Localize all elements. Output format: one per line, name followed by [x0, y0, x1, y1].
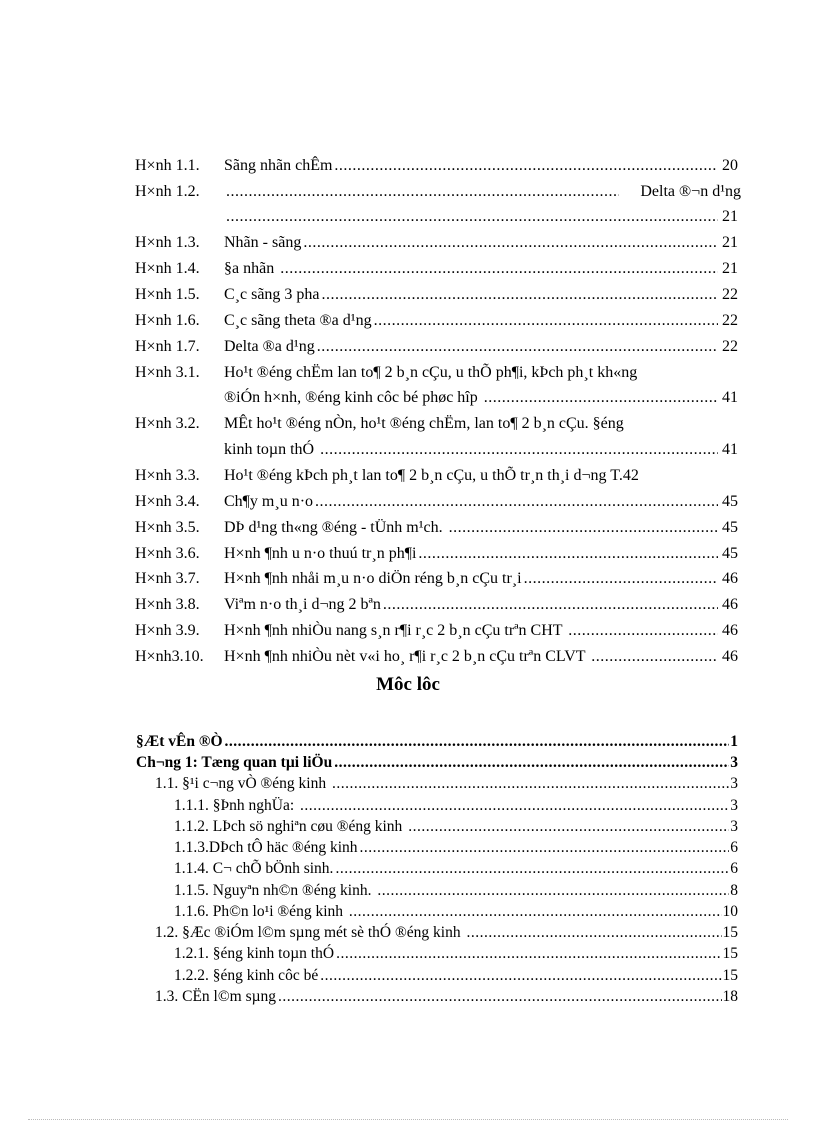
figure-entry[interactable] [135, 258, 738, 280]
figure-title: H×nh ¶nh nhiÒu nèt v«i ho¸ r¶i r¸c 2 b¸n cÇu trªn CLVT [224, 648, 590, 665]
page-number: 18 [722, 988, 738, 1005]
toc-label: 1.2.2. §éng kinh côc bé [174, 967, 319, 984]
figure-entry[interactable] [135, 336, 738, 358]
figure-title: kinh toµn thÓ [224, 441, 319, 458]
page-number: 46 [721, 646, 738, 668]
figure-entry[interactable] [135, 155, 738, 177]
page-number: 21 [721, 232, 738, 254]
toc-entry[interactable] [174, 901, 738, 922]
figure-entry-continuation[interactable] [135, 387, 738, 409]
toc-label: 1.3. CËn l©m sµng [155, 988, 277, 1005]
figure-title: ®iÓn h×nh, ®éng kinh côc bé phøc hîp [224, 389, 482, 406]
page-number: 21 [721, 258, 738, 280]
figure-number: H×nh 3.9. [135, 622, 200, 639]
toc-label: 1.1.2. LÞch sö nghiªn cøu ®éng kinh [174, 818, 407, 835]
figure-entry[interactable] [135, 543, 738, 565]
figure-number: H×nh 3.5. [135, 519, 200, 536]
page-number: 46 [721, 620, 738, 642]
figure-entry[interactable] [135, 284, 738, 306]
figure-title: H×nh ¶nh u n·o thuú tr¸n ph¶i [224, 545, 417, 562]
figure-number: H×nh 1.4. [135, 260, 200, 277]
page-number: 45 [721, 517, 738, 539]
figure-title: Sãng nhãn chÊm [224, 157, 333, 174]
page-number: 22 [721, 284, 738, 306]
figure-number: H×nh 1.3. [135, 234, 200, 251]
toc-entry[interactable] [174, 965, 738, 986]
page-number: 41 [721, 439, 738, 461]
figure-entry[interactable] [135, 362, 738, 384]
toc-entry[interactable] [155, 986, 738, 1007]
figure-title: H×nh ¶nh nhiÒu nang s¸n r¶i r¸c 2 b¸n cÇu trªn CHT [224, 622, 567, 639]
figure-title: C¸c sãng 3 pha [224, 286, 320, 303]
page-number: 8 [730, 882, 738, 899]
figure-entry[interactable] [135, 594, 738, 616]
figure-entry[interactable] [135, 517, 738, 539]
figure-title: MÊt ho¹t ®éng nÒn, ho¹t ®éng chËm, lan to¶ 2 b¸n cÇu. §éng [224, 415, 624, 432]
toc-entry[interactable] [174, 880, 738, 901]
figure-entry[interactable] [135, 413, 738, 435]
page-number: 6 [730, 839, 738, 856]
page-number: 3 [730, 775, 738, 792]
page-number: 45 [721, 543, 738, 565]
toc-label: 1.1.3.DÞch tÔ häc ®éng kinh [174, 839, 358, 856]
toc-heading: Môc lôc [376, 674, 440, 695]
figure-number: H×nh 1.7. [135, 338, 200, 355]
toc-label: 1.1.1. §Þnh nghÜa: [174, 797, 298, 814]
toc-entry[interactable] [155, 922, 738, 943]
figure-number: H×nh 1.6. [135, 312, 200, 329]
toc-label: 1.1.6. Ph©n lo¹i ®éng kinh [174, 903, 347, 920]
figure-number: H×nh 3.1. [135, 364, 200, 381]
page-number: 3 [730, 818, 738, 835]
figure-entry[interactable] [135, 232, 738, 254]
figure-entry[interactable] [135, 620, 738, 642]
figure-entry[interactable] [135, 181, 741, 203]
page-number: 20 [721, 155, 738, 177]
toc-entry[interactable] [174, 795, 738, 816]
page-number: Delta ®¬n d¹ng [639, 181, 741, 203]
figure-entry-continuation[interactable] [135, 206, 738, 228]
figure-number: H×nh 1.1. [135, 157, 200, 174]
page-number: 21 [721, 206, 738, 228]
figure-number: H×nh 1.5. [135, 286, 200, 303]
figure-title: C¸c sãng theta ®a d¹ng [224, 312, 372, 329]
figure-number: H×nh3.10. [135, 648, 204, 665]
figure-number: H×nh 3.3. [135, 467, 200, 484]
toc-label: Ch¬ng 1: Tæng quan tµi liÖu [136, 754, 333, 771]
page-number: 15 [722, 967, 738, 984]
figure-title: Viªm n·o th¸i d¬ng 2 bªn [224, 596, 381, 613]
figure-entry[interactable] [135, 310, 738, 332]
figure-entry-continuation[interactable] [135, 439, 738, 461]
page-number: 15 [722, 945, 738, 962]
toc-entry[interactable] [136, 752, 738, 773]
toc-label: 1.1.4. C¬ chÕ bÖnh sinh. [174, 860, 334, 877]
page-number: 10 [722, 903, 738, 920]
figure-title: H×nh ¶nh nhåi m¸u n·o diÖn réng b¸n cÇu tr¸i [224, 570, 522, 587]
figure-number: H×nh 3.2. [135, 415, 200, 432]
toc-label: 1.1.5. Nguyªn nh©n ®éng kinh. [174, 882, 376, 899]
figure-title: Ch¶y m¸u n·o [224, 493, 314, 510]
toc-entry[interactable] [136, 731, 738, 752]
figure-number: H×nh 3.8. [135, 596, 200, 613]
figure-title: Ho¹t ®éng chËm lan to¶ 2 b¸n cÇu, u thÕ ph¶i, kÞch ph¸t kh«ng [224, 364, 638, 381]
page-number: 45 [721, 491, 738, 513]
figure-entry[interactable] [135, 568, 738, 590]
figure-title [224, 183, 226, 200]
figure-title: DÞ d¹ng th«ng ®éng - tÜnh m¹ch. [224, 519, 447, 536]
page-number: 3 [730, 797, 738, 814]
page-number: 6 [730, 860, 738, 877]
page-number: 46 [721, 594, 738, 616]
toc-entry[interactable] [174, 816, 738, 837]
toc-label: 1.2. §Æc ®iÓm l©m sµng mét sè thÓ ®éng kinh [155, 924, 465, 941]
figure-number: H×nh 3.4. [135, 493, 200, 510]
figure-entry[interactable] [135, 646, 738, 668]
figure-title: Delta ®a d¹ng [224, 338, 315, 355]
figure-number: H×nh 3.7. [135, 570, 200, 587]
figure-title: §a nhãn [224, 260, 279, 277]
page-number: 41 [721, 387, 738, 409]
toc-label: 1.2.1. §éng kinh toµn thÓ [174, 945, 335, 962]
toc-entry[interactable] [155, 773, 738, 794]
page-number: 15 [722, 924, 738, 941]
page-bottom-rule [28, 1119, 788, 1120]
toc-label: 1.1. §¹i c¬ng vÒ ®éng kinh [155, 775, 330, 792]
figure-number: H×nh 3.6. [135, 545, 200, 562]
figure-title: Nhãn - sãng [224, 234, 302, 251]
page-number: 46 [721, 568, 738, 590]
toc-entry[interactable] [174, 943, 738, 964]
figure-title: Ho¹t ®éng kÞch ph¸t lan to¶ 2 b¸n cÇu, u thÕ tr¸n th¸i d¬ng T.42 [224, 467, 639, 484]
figure-number: H×nh 1.2. [135, 183, 200, 200]
page-number: 3 [730, 754, 738, 771]
toc-entry[interactable] [174, 837, 738, 858]
figure-entry[interactable] [135, 491, 738, 513]
page-number: 22 [721, 336, 738, 358]
toc-label: §Æt vÊn ®Ò [136, 733, 223, 750]
page-number: 22 [721, 310, 738, 332]
page-number: 1 [730, 733, 738, 750]
figure-title [224, 208, 226, 225]
toc-entry[interactable] [174, 858, 738, 879]
figure-entry[interactable] [135, 465, 738, 487]
